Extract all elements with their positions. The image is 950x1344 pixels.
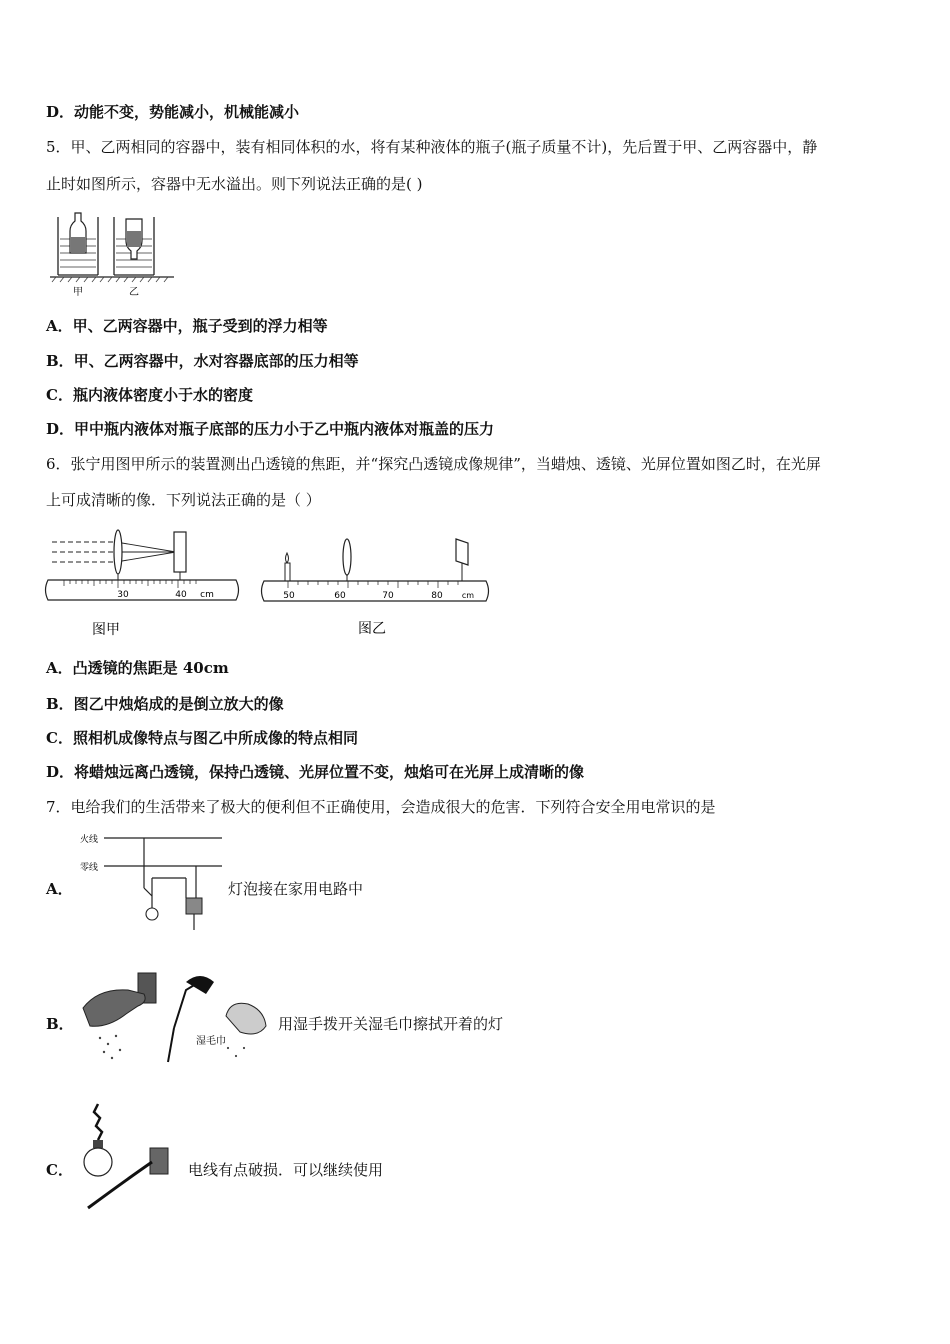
- label-jia: 甲: [73, 287, 83, 298]
- q7-stem: 7．电给我们的生活带来了极大的便利但不正确使用，会造成很大的危害．下列符合安全用电常识的是: [46, 798, 716, 816]
- screen-yi: [456, 539, 468, 565]
- q7-option-c-text: 电线有点破损．可以继续使用: [188, 1161, 384, 1179]
- q7-option-b-letter: B．: [46, 1015, 74, 1033]
- caption-tu-yi: 图乙: [358, 621, 386, 637]
- label-yi: 乙: [129, 287, 139, 298]
- q7-option-c-letter: C．: [46, 1161, 73, 1179]
- q6-stem-line1: 6．张宁用图甲所示的装置测出凸透镜的焦距，并“探究凸透镜成像规律”，当蜡烛、透镜、光屏位置如图乙时，在光屏: [46, 455, 821, 473]
- q4-option-d: D．动能不变，势能减小，机械能减小: [46, 103, 300, 121]
- caption-tu-jia: 图甲: [92, 622, 120, 638]
- q7-option-a-letter: A．: [46, 880, 73, 898]
- tick-60: 60: [334, 591, 346, 601]
- label-live-wire: 火线: [80, 835, 99, 845]
- tick-cm: cm: [200, 590, 214, 600]
- bulb-icon: [146, 908, 158, 920]
- q7-option-a-text: 灯泡接在家用电路中: [228, 880, 364, 898]
- q6-option-d: D．将蜡烛远离凸透镜，保持凸透镜、光屏位置不变，烛焰可在光屏上成清晰的像: [46, 763, 585, 781]
- q5-figure: [46, 205, 176, 300]
- q7-figure-c-damaged-wire: [76, 1100, 186, 1215]
- q5-option-a: A．甲、乙两容器中，瓶子受到的浮力相等: [46, 317, 328, 335]
- tick-50: 50: [283, 591, 295, 601]
- q5-option-c: C．瓶内液体密度小于水的密度: [46, 386, 253, 404]
- q6-figure-yi: [258, 535, 498, 645]
- desk-lamp-icon: [186, 976, 214, 994]
- tick-cm-yi: cm: [461, 591, 475, 600]
- candle: [285, 563, 290, 581]
- q6-option-b: B．图乙中烛焰成的是倒立放大的像: [46, 695, 284, 713]
- tick-40: 40: [175, 590, 187, 600]
- screen: [174, 532, 186, 572]
- label-wet-towel: 湿毛巾: [196, 1036, 226, 1047]
- socket-icon: [150, 1148, 168, 1174]
- q7-figure-a-circuit: [76, 828, 226, 933]
- lens: [343, 539, 351, 575]
- q7-option-b-text: 用湿手拨开关湿毛巾擦拭开着的灯: [278, 1015, 504, 1033]
- container-jia: [58, 213, 98, 275]
- q6-option-a: A．凸透镜的焦距是 40cm: [46, 659, 229, 677]
- bulb-c-icon: [84, 1148, 112, 1176]
- q6-stem-line2: 上可成清晰的像．下列说法正确的是（ ）: [46, 491, 321, 509]
- damaged-wire-icon: [94, 1104, 102, 1140]
- container-yi: [114, 217, 154, 275]
- wet-hand-icon: [83, 990, 145, 1026]
- q5-option-d: D．甲中瓶内液体对瓶子底部的压力小于乙中瓶内液体对瓶盖的压力: [46, 420, 495, 438]
- q6-figure-jia: [44, 520, 244, 645]
- switch-box-icon: [186, 898, 202, 914]
- tick-30: 30: [117, 590, 129, 600]
- q7-figure-b-wet-hands: [78, 968, 278, 1068]
- convex-lens: [114, 530, 122, 574]
- q5-option-b: B．甲、乙两容器中，水对容器底部的压力相等: [46, 352, 359, 370]
- towel-hand-icon: [226, 1003, 266, 1034]
- q5-stem-line2: 止时如图所示，容器中无水溢出。则下列说法正确的是( ): [46, 175, 423, 193]
- label-neutral-wire: 零线: [80, 863, 99, 873]
- tick-70: 70: [382, 591, 394, 601]
- q6-option-c: C．照相机成像特点与图乙中所成像的特点相同: [46, 729, 358, 747]
- tick-80: 80: [431, 591, 443, 601]
- q5-stem-line1: 5．甲、乙两相同的容器中，装有相同体积的水，将有某种液体的瓶子(瓶子质量不计)，先后置于甲、乙两容器中，静: [46, 138, 818, 156]
